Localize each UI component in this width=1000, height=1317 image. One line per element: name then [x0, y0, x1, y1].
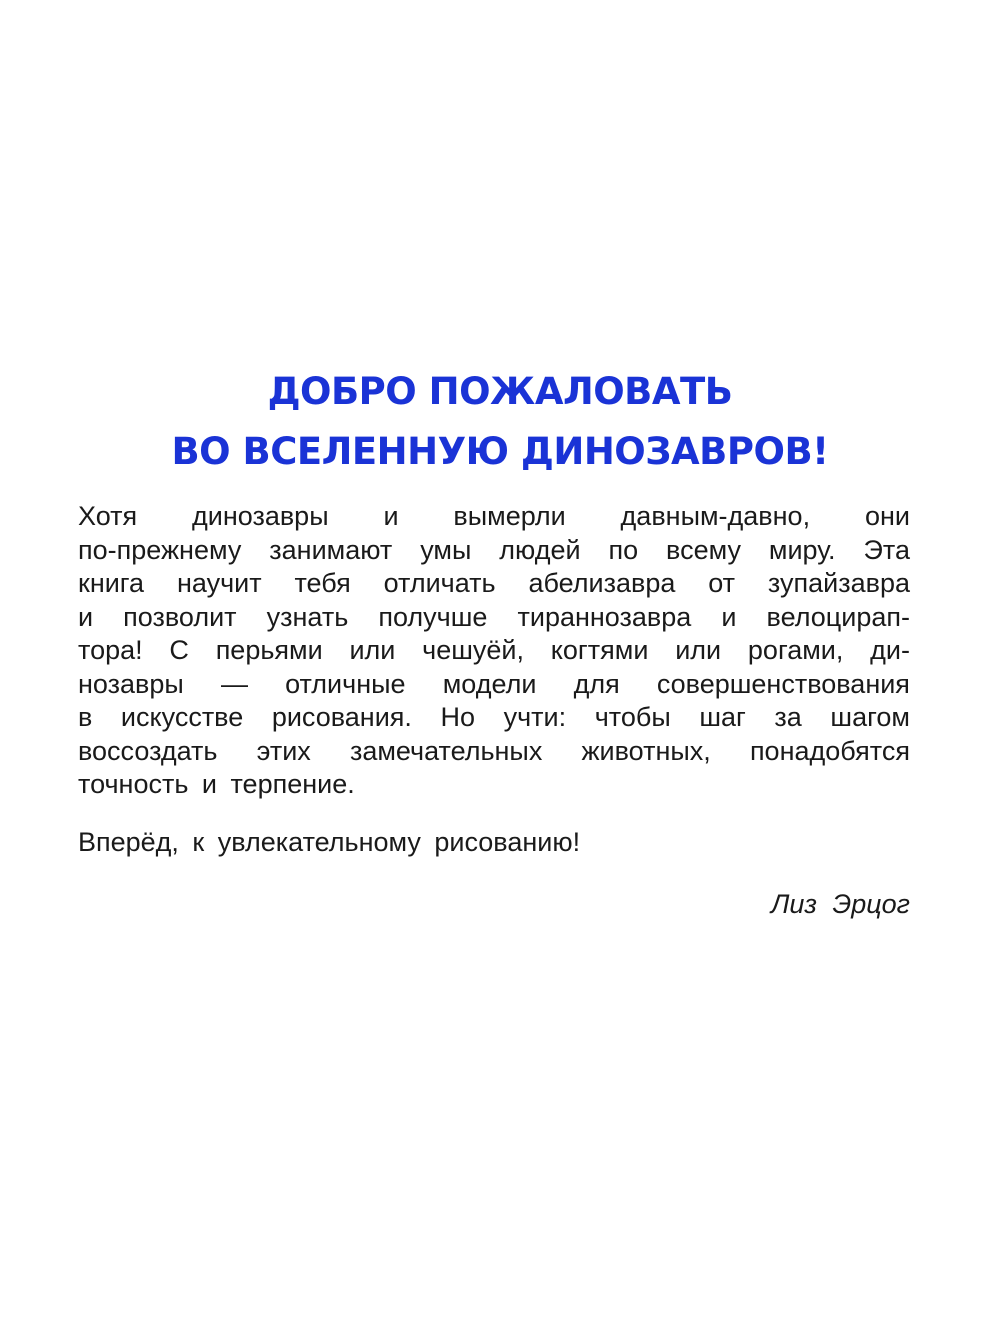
word: рисования. — [271, 702, 412, 732]
word: тираннозавра — [517, 601, 692, 632]
paragraph-line — [78, 601, 910, 635]
word: Эта — [863, 534, 910, 565]
word: по-прежнему — [78, 534, 242, 565]
word: перьями — [215, 635, 323, 665]
word: и — [721, 601, 737, 632]
word: тебя — [294, 568, 351, 598]
title-line-2: ВО ВСЕЛЕННУЮ ДИНОЗАВРОВ! — [171, 430, 829, 473]
title-line-1: ДОБРО ПОЖАЛОВАТЬ — [267, 370, 733, 413]
word: тора! — [78, 635, 143, 665]
word: за — [774, 702, 802, 732]
word: отличные — [285, 668, 406, 699]
word: позволит — [123, 601, 237, 632]
word: учти: — [503, 702, 567, 732]
word: книга — [78, 568, 145, 598]
word: рогами, — [747, 635, 844, 665]
paragraph-line — [78, 634, 910, 668]
word: вымерли — [453, 501, 566, 531]
word: миру. — [768, 534, 836, 565]
word: совершенствования — [656, 668, 910, 699]
word: чтобы — [594, 702, 671, 732]
word: Хотя — [78, 501, 138, 531]
word: от — [708, 568, 736, 598]
word: узнать — [266, 601, 349, 632]
word: этих — [256, 735, 311, 766]
word: чешуёй, — [422, 635, 525, 665]
word: давным-давно, — [620, 501, 811, 531]
word: по — [608, 534, 639, 565]
word: и — [383, 501, 399, 531]
closing-line: Вперёд, к увлекательному рисованию! — [78, 827, 581, 857]
paragraph-line — [78, 500, 910, 534]
word: воссоздать — [78, 735, 218, 766]
word: — — [220, 668, 248, 699]
word: шагом — [830, 702, 910, 732]
word: научит — [176, 568, 262, 598]
page-title — [0, 362, 1000, 482]
word: для — [573, 668, 620, 699]
word: и — [78, 601, 94, 632]
word: шаг — [699, 702, 746, 732]
paragraph-line — [78, 567, 910, 601]
paragraph-line — [78, 534, 910, 568]
paragraph-line — [78, 735, 910, 769]
word: абелизавра — [528, 568, 676, 598]
intro-paragraph — [78, 500, 910, 802]
word: ди- — [870, 635, 910, 665]
word: или — [675, 635, 722, 665]
word: умы — [420, 534, 472, 565]
word: динозавры — [191, 501, 329, 531]
word: людей — [499, 534, 581, 565]
word: Но — [440, 702, 476, 732]
word: искусстве — [120, 702, 244, 732]
word: занимают — [269, 534, 393, 565]
word: велоцирап- — [766, 601, 910, 632]
word: С — [169, 635, 189, 665]
word: отличать — [383, 568, 496, 598]
word: в — [78, 702, 93, 732]
word: они — [864, 501, 910, 531]
word: нозавры — [78, 668, 184, 699]
paragraph-line — [78, 668, 910, 702]
word: когтями — [550, 635, 649, 665]
word: модели — [442, 668, 537, 699]
word: зупайзавра — [767, 568, 910, 598]
word: всему — [666, 534, 741, 565]
word: получше — [378, 601, 488, 632]
word: замечательных — [349, 735, 543, 766]
author-signature: Лиз Эрцог — [770, 889, 910, 919]
word: или — [349, 635, 396, 665]
paragraph-line: точность и терпение. — [78, 769, 355, 799]
paragraph-line — [78, 701, 910, 735]
word: понадобятся — [749, 735, 910, 766]
word: животных, — [581, 735, 711, 766]
